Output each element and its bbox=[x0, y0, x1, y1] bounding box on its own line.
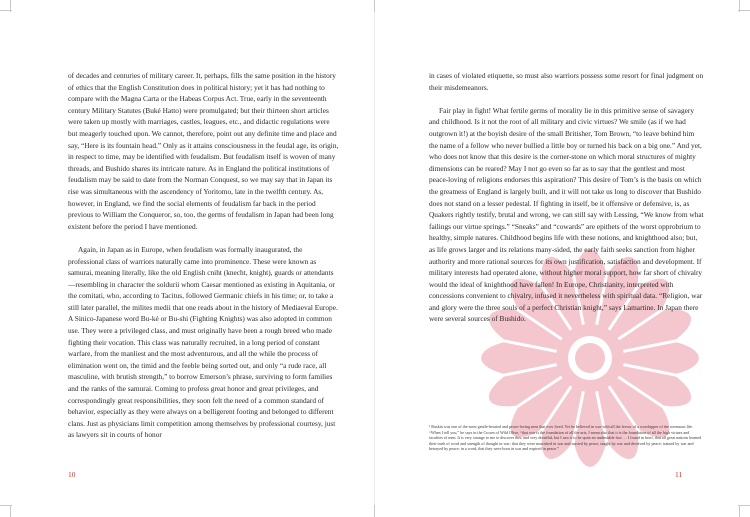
paragraph: Again, in Japan as in Europe, when feudalism was formally inaugurated, the professional class of warriors naturally came into prominence. These were known as samurai, meaning literally, like the old English cniht (knecht, knight), guards or attendants—resembling in character the soldurii whom Caesar mentioned as existing in Aquitania, or the comitati, who, according to Tacitus, followed Germanic chiefs in his time; or, to take a still later parallel, the milites medii that one reads about in the history of Mediaeval Europe. A Sinico-Japanese word Bu-ké or Bu-shi (Fighting Knights) was also adopted in common use. They were a privileged class, and must originally have been a rough breed who made fighting their vocation. This class was naturally recruited, in a long period of constant warfare, from the manliest and the most adventurous, and all the while the process of elimination went on, the timid and the feeble being sorted out, and only “a rude race, all masculine, with brutish strength,” to borrow Emerson’s phrase, surviving to form families and the ranks of the samurai. Coming to profess great honor and great privileges, and correspondingly great responsibilities, they soon felt the need of a common standard of behavior, especially as they were always on a belligerent footing and belonged to different clans. Just as physicians limit competition among themselves by professional courtesy, just as lawyers sit in courts of honor bbox=[68, 244, 338, 440]
paragraph: in cases of violated etiquette, so must also warriors possess some resort for final judgment on their misdemeanors. bbox=[429, 71, 704, 92]
paragraph: of decades and centuries of military career. It, perhaps, fills the same position in the history of ethics that the English Constitution does in political history; yet it has had nothing to compare with the Magna Carta or the Habeas Corpus Act. True, early in the seventeenth century Military Statutes (Buké Hatto) were promulgated; but their thirteen short articles were taken up mostly with marriages, castles, leagues, etc., and didactic regulations were but meagerly touched upon. We cannot, therefore, point out any definite time and place and say, “Here is its fountain head.” Only as it attains consciousness in the feudal age, its origin, in respect to time, may be identified with feudalism. But feudalism itself is woven of many threads, and Bushido shares its intricate nature. As in England the political institutions of feudalism may be said to date from the Norman Conquest, so we may say that in Japan its rise was simultaneous with the ascendency of Yoritomo, late in the twelfth century. As, however, in England, we find the social elements of feudalism far back in the period previous to William the Conqueror, so, too, the germs of feudalism in Japan had been long existent before the period I have mentioned. bbox=[68, 71, 339, 231]
page-number: 11 bbox=[675, 470, 683, 479]
crest-center bbox=[575, 343, 605, 373]
page-number: 10 bbox=[68, 470, 76, 479]
body-text bbox=[429, 70, 704, 325]
paragraph: Fair play in fight! What fertile germs of morality lie in this primitive sense of savagery and childhood. Is it not the root of all military and civic virtues? We smile (as if we had outgrown it!) at the boyish desire of the small Britisher, Tom Brown, “to leave behind him the name of a fellow who never bullied a little boy or turned his back on a big one.” And yet, who does not know that this desire is the corner-stone on which moral structures of mighty dimensions can be reared? May I not go even so far as to say that the gentlest and most peace-loving of religions endorses this aspiration? This desire of Tom’s is the basis on which the greatness of England is largely built, and it will not take us long to discover that Bushido does not stand on a lesser pedestal. If fighting in itself, be it offensive or defensive, is, as Quakers rightly testify, brutal and wrong, we can still say with Lessing, “We know from what failings our virtue springs.” “Sneaks” and “cowards” are epithets of the worst opprobrium to healthy, simple natures. Childhood begins life with these notions, and knighthood also; but, as life grows larger and its relations many-sided, the early faith seeks sanction from higher authority and more rational sources for its own justification, satisfaction and development. If military interests had operated alone, without higher moral support, how far short of chivalry would the ideal of knighthood have fallen! In Europe, Christianity, interpreted with concessions convenient to chivalry, infused it nevertheless with spiritual data. “Religion, war and glory were the three souls of a perfect Christian knight,” says Lamartine. In Japan there were several sources of Bushido. bbox=[429, 105, 704, 324]
body-text bbox=[68, 70, 340, 441]
footnote: ¹ Ruskin was one of the most gentle-hearted and peace-loving men that ever lived. Yet he believed in war with all the fervor of a worshipper of the strenuous life. “When I tell you,” he says in the Crown of Wild Olive, “that war is the foundation of all the arts, I mean also that it is the foundation of all the high virtues and faculties of men. It is very strange to me to discover this, and very dreadful, but I saw it to be quite an undeniable fact. . . I found in brief, that all great nations learned their truth of word and strength of thought in war; that they were nourished in war and wasted by peace, taught by war and deceived by peace; trained by war and betrayed by peace; in a word, that they were born in war and expired in peace.” bbox=[429, 424, 702, 452]
right-page bbox=[375, 0, 750, 517]
